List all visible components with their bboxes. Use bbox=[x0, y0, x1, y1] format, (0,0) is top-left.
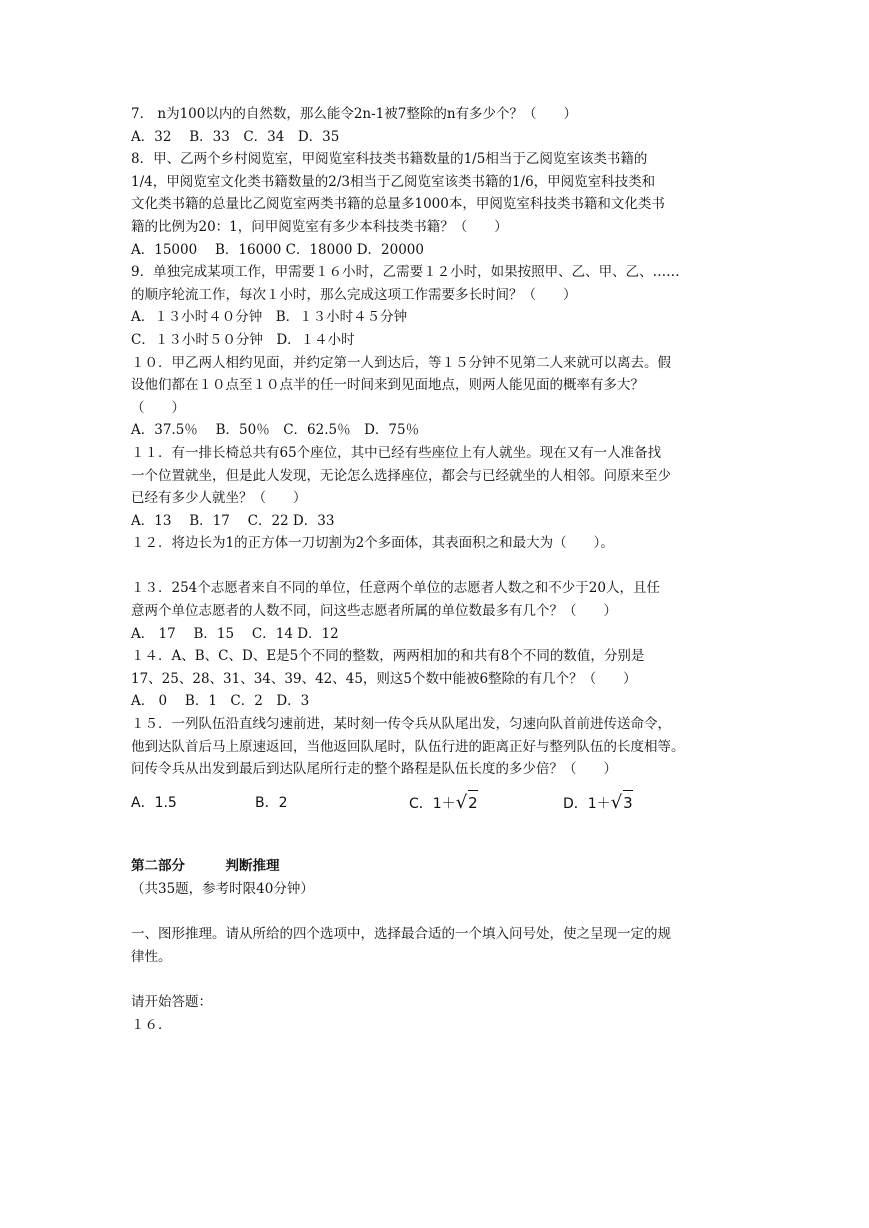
document-page bbox=[131, 103, 751, 1036]
question-13-options: A． 17 B．15 C．14 D．12 bbox=[131, 625, 339, 642]
question-11-line: 已经有多少人就坐？（ ） bbox=[131, 490, 307, 507]
question-10-line: （ ） bbox=[131, 399, 185, 416]
question-13-line: １３．254个志愿者来自不同的单位，任意两个单位的志愿者人数之和不少于20人，且任 bbox=[131, 580, 660, 597]
question-11-options: A．13 B．17 C．22 D．33 bbox=[131, 512, 335, 529]
start-prompt: 请开始答题： bbox=[131, 993, 212, 1010]
blank-line bbox=[131, 968, 751, 991]
question-9-options: C．１３小时５０分钟 D．１４小时 bbox=[131, 331, 355, 348]
question-15-line: 问传令兵从出发到最后到达队尾所行走的整个路程是队伍长度的多少倍？（ ） bbox=[131, 761, 617, 778]
radical-sign: √ bbox=[455, 792, 468, 814]
question-12-text: １２．将边长为1的正方体一刀切割为2个多面体，其表面积之和最大为（ ）。 bbox=[131, 535, 614, 552]
question-8-line: 1/4，甲阅览室文化类书籍数量的2/3相当于乙阅览室该类书籍的1/6，甲阅览室科技类和 bbox=[131, 173, 656, 190]
radical-sign: √ bbox=[610, 792, 623, 814]
question-7-text: 7． n为100以内的自然数，那么能令2n-1被7整除的n有多少个？（ ） bbox=[131, 106, 578, 122]
option-d-prefix: D．1＋ bbox=[563, 796, 611, 813]
section-subheading: （共35题，参考时限40分钟） bbox=[131, 881, 314, 897]
question-16-label: １６． bbox=[131, 1016, 172, 1033]
option-d bbox=[563, 790, 713, 816]
question-15-options-image bbox=[131, 783, 751, 823]
option-c-prefix: C．1＋ bbox=[409, 796, 456, 813]
option-c-radicand: 2 bbox=[468, 790, 478, 815]
question-10-line: 设他们都在１０点至１０点半的任一时间来到见面地点，则两人能见面的概率有多大？ bbox=[131, 377, 644, 394]
blank-line bbox=[131, 833, 751, 856]
option-c bbox=[409, 790, 563, 816]
question-11-line: 一个位置就坐，但是此人发现，无论怎么选择座位，都会与已经就坐的人相邻。问原来至少 bbox=[131, 467, 671, 484]
instruction-line: 律性。 bbox=[131, 948, 172, 965]
blank-line bbox=[131, 901, 751, 924]
instruction-line: 一、图形推理。请从所给的四个选项中，选择最合适的一个填入问号处，使之呈现一定的规 bbox=[131, 926, 671, 943]
blank-line bbox=[131, 555, 751, 578]
question-13-line: 意两个单位志愿者的人数不同，问这些志愿者所属的单位数最多有几个？（ ） bbox=[131, 603, 617, 620]
option-a: A．1.5 bbox=[131, 794, 177, 811]
question-8-line: 8．甲、乙两个乡村阅览室，甲阅览室科技类书籍数量的1/5相当于乙阅览室该类书籍的 bbox=[131, 151, 648, 168]
section-heading: 第二部分 判断推理 bbox=[131, 858, 280, 875]
question-8-line: 文化类书籍的总量比乙阅览室两类书籍的总量多1000本，甲阅览室科技类书籍和文化类书 bbox=[131, 196, 665, 213]
question-8-options: A．15000 B．16000 C．18000 D．20000 bbox=[131, 241, 424, 258]
option-b: B．2 bbox=[255, 794, 288, 811]
question-9-line: 9．单独完成某项工作，甲需要１６小时，乙需要１２小时，如果按照甲、乙、甲、乙、…… bbox=[131, 264, 680, 281]
question-8-line: 籍的比例为20：1，问甲阅览室有多少本科技类书籍？（ ） bbox=[131, 218, 508, 235]
question-7-options: A．32 B．33 C．34 D．35 bbox=[131, 128, 340, 145]
question-9-line: 的顺序轮流工作，每次１小时，那么完成这项工作需要多长时间？（ ） bbox=[131, 286, 577, 303]
question-10-line: １０．甲乙两人相约见面，并约定第一人到达后，等１５分钟不见第二人来就可以离去。假 bbox=[131, 354, 671, 371]
question-15-line: 他到达队首后马上原速返回，当他返回队尾时，队伍行进的距离正好与整列队伍的长度相等。 bbox=[131, 738, 685, 755]
question-9-options: A．１３小时４０分钟 B．１３小时４５分钟 bbox=[131, 309, 408, 326]
question-11-line: １１．有一排长椅总共有65个座位，其中已经有些座位上有人就坐。现在又有一人准备找 bbox=[131, 444, 662, 461]
question-14-line: １４．A、B、C、D、E是5个不同的整数，两两相加的和共有8个不同的数值，分别是 bbox=[131, 648, 645, 665]
question-14-options: A． 0 B．1 C．2 D．3 bbox=[131, 693, 310, 710]
question-10-options: A．37.5％ B．50％ C．62.5％ D．75％ bbox=[131, 422, 420, 439]
question-14-line: 17、25、28、31、34、39、42、45，则这5个数中能被6整除的有几个？（ ） bbox=[131, 670, 637, 687]
option-d-radicand: 3 bbox=[623, 790, 633, 815]
question-15-line: １５．一列队伍沿直线匀速前进，某时刻一传令兵从队尾出发，匀速向队首前进传送命令， bbox=[131, 716, 671, 733]
